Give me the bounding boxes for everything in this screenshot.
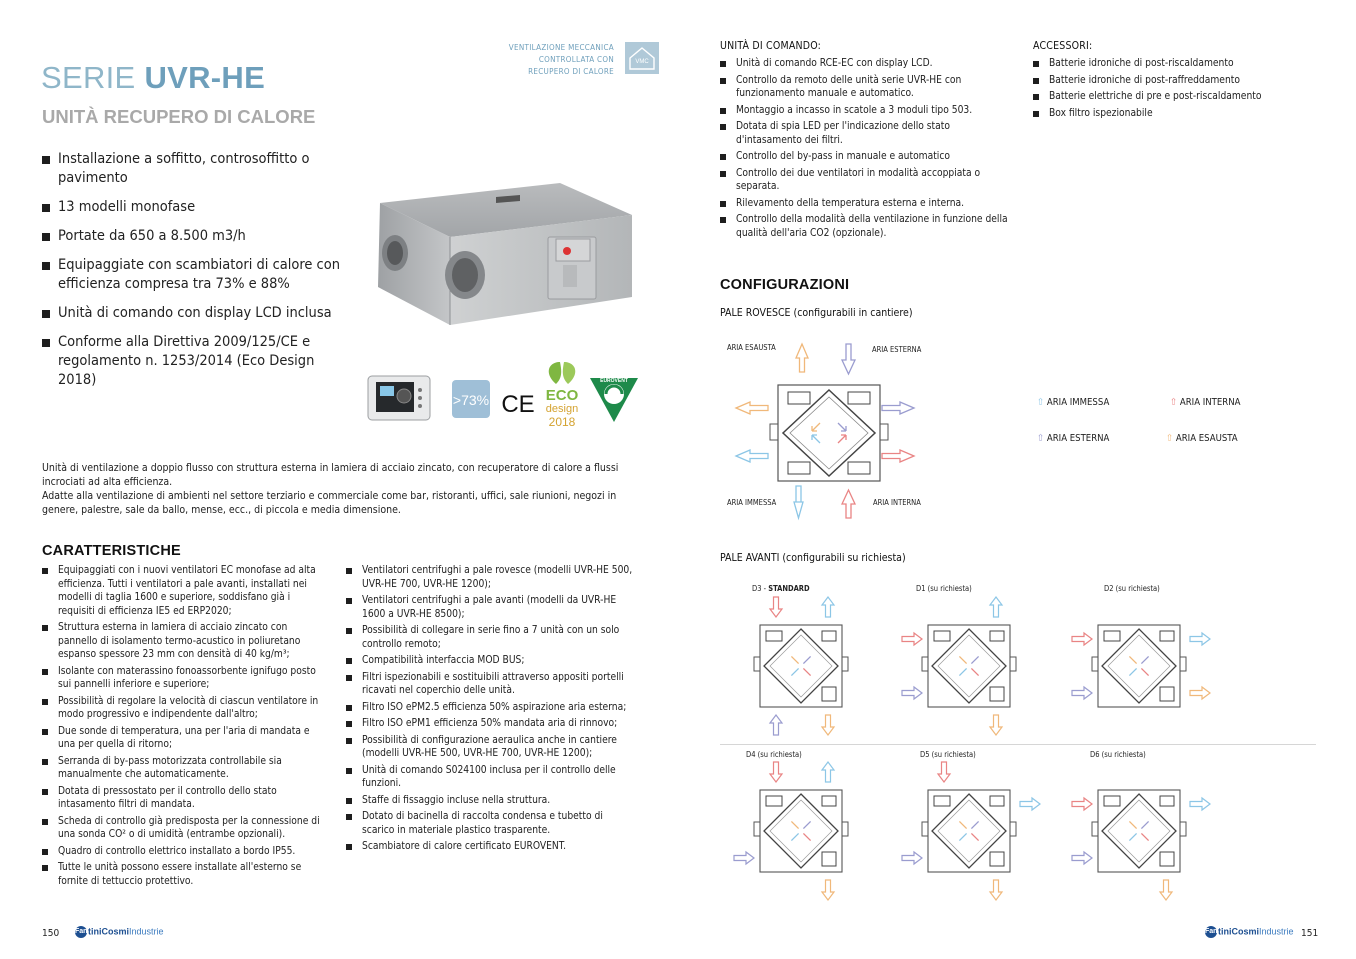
vmc-label-line: CONTROLLATA CON xyxy=(538,55,614,64)
vmc-label-line: VENTILAZIONE MECCANICA xyxy=(508,43,614,52)
series-title xyxy=(41,60,265,96)
intro-text xyxy=(42,461,642,517)
caratteristiche-item: Due sonde di temperatura, una per l'aria di mandata e una per quella di ritorno; xyxy=(42,725,329,752)
intro-paragraph: Adatte alla ventilazione di ambienti nel settore terziario e commerciale come bar, ristoranti, uffici, sale riunioni, negozi in genere, palestre, sale da ballo, mense, ecc., di piccola e media dimensione. xyxy=(42,490,617,516)
eco-design-icon xyxy=(546,362,579,429)
caratteristiche-item: Equipaggiati con i nuovi ventilatori EC monofase ad alta efficienza. Tutti i ventilatori a pale avanti, installati nei modelli di taglia 1600 e superiore, soddisfano già i requisiti di efficienza IE5 ed ERP2020; xyxy=(42,564,329,618)
intro-paragraph: Unità di ventilazione a doppio flusso con struttura esterna in lamiera di acciaio zincato, con recuperatore di calore a flussi incrociati ad alta efficienza. xyxy=(42,462,619,488)
d3-code: D3 - xyxy=(752,584,769,593)
eco-design-word: design xyxy=(545,403,579,415)
flow-arrow-icon xyxy=(971,821,978,828)
flow-arrow-icon xyxy=(791,833,798,840)
main-feature-item: Installazione a soffitto, controsoffitto o pavimento xyxy=(42,150,342,188)
main-feature-item: Conforme alla Direttiva 2009/125/CE e regolamento n. 1253/2014 (Eco Design 2018) xyxy=(42,333,342,390)
accessori-item: Batterie idroniche di post-raffreddamento xyxy=(1033,74,1323,88)
diagram-label-d2: D2 (su richiesta) xyxy=(1104,584,1160,593)
flow-arrow-icon xyxy=(1072,633,1092,645)
legend-label: ARIA ESTERNA xyxy=(1046,433,1110,444)
comando-item: Montaggio a incasso in scatole a 3 moduli tipo 503. xyxy=(720,104,1010,118)
unit-port xyxy=(922,822,928,836)
diagram-d6 xyxy=(1068,760,1214,905)
flow-arrow-icon xyxy=(1190,633,1210,645)
flow-arrow-icon xyxy=(822,597,834,617)
flow-arrow-icon xyxy=(1129,821,1136,828)
diagram-d3 xyxy=(730,595,860,740)
flow-arrow-icon xyxy=(1141,833,1148,840)
caratteristiche-item: Staffe di fissaggio incluse nella struttura. xyxy=(346,794,638,808)
caratteristiche-item: Scambiatore di calore certificato EUROVENT. xyxy=(346,840,638,854)
brand-logo-circle: Fan xyxy=(1205,926,1217,938)
legend-label: ARIA ESAUSTA xyxy=(1175,433,1238,444)
flow-arrow-icon xyxy=(1072,798,1092,810)
caratteristiche-item: Tutte le unità possono essere installate all'esterno se fornite di tettuccio protettivo. xyxy=(42,861,329,888)
efficiency-badge-text: >73% xyxy=(452,392,490,408)
fan-box xyxy=(766,631,782,641)
flow-arrow-icon xyxy=(1020,798,1040,810)
vmc-label-line: RECUPERO DI CALORE xyxy=(528,67,614,76)
certification-badges xyxy=(366,360,646,430)
flow-arrow-icon xyxy=(803,656,810,663)
flow-arrow-icon xyxy=(1141,821,1148,828)
flow-arrow-icon xyxy=(803,821,810,828)
control-panel-image xyxy=(368,376,430,420)
big-label-aria-esausta: ARIA ESAUSTA xyxy=(727,343,776,352)
flow-arrow-icon xyxy=(959,668,966,675)
caratteristiche-item: Struttura esterna in lamiera di acciaio zincato con pannello di isolamento termo-acustico in poliuretano espanso spessore 23 mm con densità di 40 kg/m³; xyxy=(42,621,329,662)
flow-arrow-icon xyxy=(971,656,978,663)
main-features-list xyxy=(42,150,342,400)
arrow-up-icon: ⇧ xyxy=(1037,397,1045,408)
caratteristiche-item: Ventilatori centrifughi a pale avanti (modelli da UVR-HE 1600 a UVR-HE 8500); xyxy=(346,594,638,621)
caratteristiche-item: Possibilità di collegare in serie fino a 7 unità con un solo controllo remoto; xyxy=(346,624,638,651)
fan-box xyxy=(990,631,1004,641)
legend-label: ARIA IMMESSA xyxy=(1046,397,1110,408)
comando-item: Rilevamento della temperatura esterna e interna. xyxy=(720,197,1010,211)
flow-arrow-icon xyxy=(1129,668,1136,675)
caratteristiche-item: Quadro di controllo elettrico installato a bordo IP55. xyxy=(42,845,329,859)
diagram-d2 xyxy=(1068,595,1214,740)
product-photo xyxy=(370,175,640,350)
unit-port xyxy=(922,657,928,671)
brand-logo-main: tiniCosmi xyxy=(1218,926,1260,937)
big-config-diagram xyxy=(730,340,920,525)
brand-logo-thin: Industrie xyxy=(1259,926,1294,937)
diagram-d5 xyxy=(898,760,1044,905)
comando-item: Controllo della modalità della ventilazione in funzione della qualità dell'aria CO2 (opzionale). xyxy=(720,213,1010,240)
legend-item-esterna xyxy=(1037,433,1109,444)
comando-item: Unità di comando RCE-EC con display LCD. xyxy=(720,57,1010,71)
flow-arrow-icon xyxy=(1141,656,1148,663)
legend-item-interna xyxy=(1170,397,1240,408)
page-number-right: 151 xyxy=(1301,928,1319,939)
diagram-d1 xyxy=(898,595,1028,740)
flow-arrow-icon xyxy=(1129,656,1136,663)
configurazioni-title: CONFIGURAZIONI xyxy=(720,277,850,293)
flow-arrow-icon xyxy=(959,821,966,828)
flow-arrow-icon xyxy=(791,656,798,663)
big-label-aria-esterna: ARIA ESTERNA xyxy=(872,345,922,354)
comando-item: Dotata di spia LED per l'indicazione dello stato d'intasamento dei filtri. xyxy=(720,120,1010,147)
comando-item: Controllo del by-pass in manuale e automatico xyxy=(720,150,1010,164)
caratteristiche-item: Scheda di controllo già predisposta per la connessione di una sonda CO² o di umidità (entrambe opzionali). xyxy=(42,815,329,842)
flow-arrow-icon xyxy=(990,880,1002,900)
flow-arrow-icon xyxy=(1129,833,1136,840)
fan-box xyxy=(1160,687,1174,701)
fan-box xyxy=(822,796,836,806)
main-feature-item: Portate da 650 a 8.500 m3/h xyxy=(42,227,342,246)
accessori-title: ACCESSORI: xyxy=(1033,40,1093,52)
flow-arrow-icon xyxy=(902,687,922,699)
d3-standard: STANDARD xyxy=(768,584,810,593)
caratteristiche-item: Filtro ISO ePM2.5 efficienza 50% aspirazione aria esterna; xyxy=(346,701,638,715)
unit-port xyxy=(1010,822,1016,836)
flow-arrow-icon xyxy=(902,852,922,864)
big-label-aria-immessa: ARIA IMMESSA xyxy=(727,498,777,507)
brand-logo-main: tiniCosmi xyxy=(88,926,130,937)
vmc-house-icon xyxy=(625,42,659,74)
fan-box xyxy=(822,852,836,866)
accessori-item: Box filtro ispezionabile xyxy=(1033,107,1323,121)
unit-port xyxy=(754,822,760,836)
series-title-name: UVR-HE xyxy=(144,60,266,95)
caratteristiche-item: Serranda di by-pass motorizzata controllabile sia manualmente che automaticamente. xyxy=(42,755,329,782)
page-number-left: 150 xyxy=(42,928,60,939)
flow-arrow-icon xyxy=(971,668,978,675)
flow-arrow-icon xyxy=(822,715,834,735)
caratteristiche-item: Dotata di pressostato per il controllo dello stato intasamento filtri di mandata. xyxy=(42,785,329,812)
flow-arrow-icon xyxy=(734,852,754,864)
main-feature-item: Equipaggiate con scambiatori di calore con efficienza compresa tra 73% e 88% xyxy=(42,256,342,294)
brand-logo-thin: Industrie xyxy=(129,926,164,937)
unit-port xyxy=(1010,657,1016,671)
flow-arrow-icon xyxy=(1141,668,1148,675)
caratteristiche-item: Compatibilità interfaccia MOD BUS; xyxy=(346,654,638,668)
main-feature-item: Unità di comando con display LCD inclusa xyxy=(42,304,342,323)
brand-logo-left xyxy=(75,926,164,938)
arrow-up-icon: ⇧ xyxy=(1166,433,1174,444)
caratteristiche-item: Dotato di bacinella di raccolta condensa e tubetto di scarico in materiale plastico trasparente. xyxy=(346,810,638,837)
fan-box xyxy=(934,631,950,641)
fan-box xyxy=(822,631,836,641)
flow-arrow-icon xyxy=(791,821,798,828)
fan-box xyxy=(1160,796,1174,806)
caratteristiche-title: CARATTERISTICHE xyxy=(42,543,181,559)
fan-box xyxy=(1160,631,1174,641)
flow-arrow-icon xyxy=(938,762,950,782)
flow-arrow-icon xyxy=(990,597,1002,617)
fan-box xyxy=(1104,631,1120,641)
unit-port xyxy=(842,822,848,836)
caratteristiche-item: Isolante con materassino fonoassorbente ignifugo posto sui pannelli inferiore e superiore; xyxy=(42,665,329,692)
brand-logo-right xyxy=(1205,926,1294,938)
diagram-label-d1: D1 (su richiesta) xyxy=(916,584,972,593)
fan-box xyxy=(990,687,1004,701)
comando-item: Controllo da remoto delle unità serie UVR-HE con funzionamento manuale e automatico. xyxy=(720,74,1010,101)
divider xyxy=(720,744,1316,745)
eco-year: 2018 xyxy=(548,415,576,429)
fan-box xyxy=(1104,796,1120,806)
flow-arrow-icon xyxy=(1072,852,1092,864)
accessori-item: Batterie idroniche di post-riscaldamento xyxy=(1033,57,1323,71)
accessori-list xyxy=(1033,57,1323,123)
unit-port xyxy=(1092,822,1098,836)
caratteristiche-item: Filtro ISO ePM1 efficienza 50% mandata aria di rinnovo; xyxy=(346,717,638,731)
caratteristiche-item: Possibilità di configurazione aeraulica anche in cantiere (modelli UVR-HE 500, UVR-HE 700, UVR-HE 1200); xyxy=(346,734,638,761)
accessori-item: Batterie elettriche di pre e post-riscaldamento xyxy=(1033,90,1323,104)
legend-item-immessa xyxy=(1037,397,1109,408)
flow-arrow-icon xyxy=(822,880,834,900)
diagram-label-d5: D5 (su richiesta) xyxy=(920,750,976,759)
diagram-label-d3 xyxy=(752,584,810,593)
caratteristiche-item: Filtri ispezionabili e sostituibili attraverso appositi portelli ricavati nel coperchio delle unità. xyxy=(346,671,638,698)
comando-list xyxy=(720,57,1010,243)
unit-port xyxy=(1180,822,1186,836)
unit-port xyxy=(842,657,848,671)
flow-arrow-icon xyxy=(902,633,922,645)
flow-arrow-icon xyxy=(770,762,782,782)
unit-port xyxy=(1092,657,1098,671)
flow-arrow-icon xyxy=(990,715,1002,735)
legend-label: ARIA INTERNA xyxy=(1179,397,1241,408)
ce-mark: CE xyxy=(501,391,535,418)
brand-logo-circle: Fan xyxy=(75,926,87,938)
unit-port xyxy=(1180,657,1186,671)
arrow-up-icon: ⇧ xyxy=(1037,433,1045,444)
diagram-label-d6: D6 (su richiesta) xyxy=(1090,750,1146,759)
main-feature-item: 13 modelli monofase xyxy=(42,198,342,217)
pale-rovesce-label: PALE ROVESCE (configurabili in cantiere) xyxy=(720,307,913,319)
flow-arrow-icon xyxy=(803,833,810,840)
flow-arrow-icon xyxy=(1190,687,1210,699)
flow-arrow-icon xyxy=(1190,798,1210,810)
series-subtitle: UNITÀ RECUPERO DI CALORE xyxy=(42,106,316,127)
flow-arrow-icon xyxy=(822,762,834,782)
fan-box xyxy=(1160,852,1174,866)
flow-arrow-icon xyxy=(803,668,810,675)
fan-box xyxy=(822,687,836,701)
fan-box xyxy=(934,796,950,806)
unit-port xyxy=(754,657,760,671)
caratteristiche-item: Ventilatori centrifughi a pale rovesce (modelli UVR-HE 500, UVR-HE 700, UVR-HE 1200); xyxy=(346,564,638,591)
comando-item: Controllo dei due ventilatori in modalità accoppiata o separata. xyxy=(720,167,1010,194)
big-label-aria-interna: ARIA INTERNA xyxy=(873,498,921,507)
eurovent-word: EUROVENT xyxy=(600,378,628,384)
flow-arrow-icon xyxy=(770,597,782,617)
pale-avanti-label: PALE AVANTI (configurabili su richiesta) xyxy=(720,552,906,564)
flow-arrow-icon xyxy=(971,833,978,840)
vmc-label xyxy=(470,42,614,78)
caratteristiche-list-col1 xyxy=(42,564,329,891)
fan-box xyxy=(766,796,782,806)
diagram-d4 xyxy=(730,760,860,905)
flow-arrow-icon xyxy=(791,668,798,675)
fan-box xyxy=(990,852,1004,866)
arrow-up-icon: ⇧ xyxy=(1170,397,1178,408)
flow-arrow-icon xyxy=(959,833,966,840)
vmc-badge-text: VMC xyxy=(635,59,649,65)
eurovent-icon xyxy=(590,378,638,422)
series-title-prefix: SERIE xyxy=(41,60,136,95)
caratteristiche-list-col2 xyxy=(346,564,638,857)
eco-word: ECO xyxy=(545,387,579,404)
comando-title: UNITÀ DI COMANDO: xyxy=(720,40,822,52)
fan-box xyxy=(990,796,1004,806)
caratteristiche-item: Unità di comando S024100 inclusa per il controllo delle funzioni. xyxy=(346,764,638,791)
flow-arrow-icon xyxy=(959,656,966,663)
legend-item-esausta xyxy=(1166,433,1238,444)
diagram-label-d4: D4 (su richiesta) xyxy=(746,750,802,759)
flow-arrow-icon xyxy=(1160,880,1172,900)
caratteristiche-item: Possibilità di regolare la velocità di ciascun ventilatore in modo progressivo e indipendente dall'altro; xyxy=(42,695,329,722)
flow-arrow-icon xyxy=(1072,687,1092,699)
flow-arrow-icon xyxy=(770,715,782,735)
